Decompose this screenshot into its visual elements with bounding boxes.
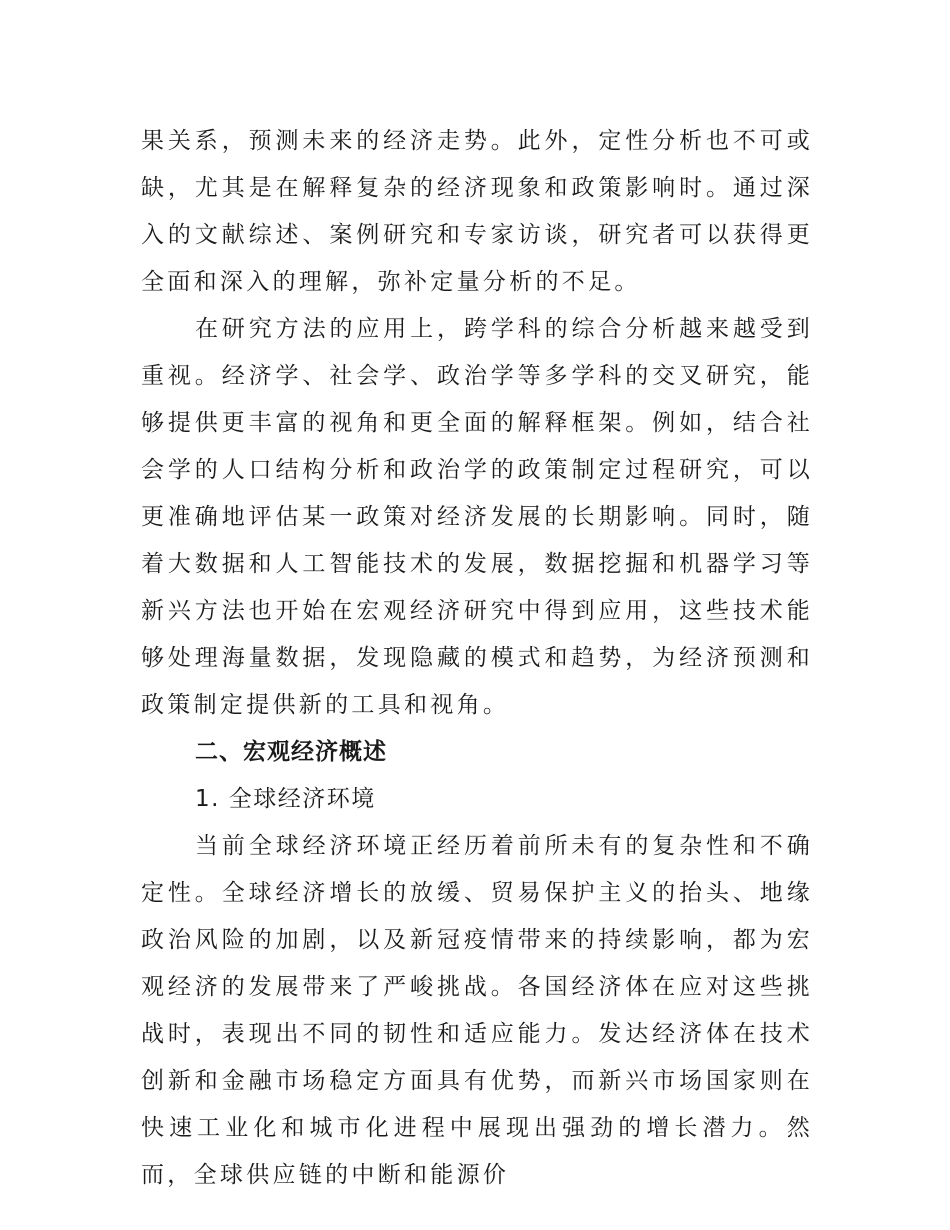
paragraph-research-methods: 在研究方法的应用上，跨学科的综合分析越来越受到重视。经济学、社会学、政治学等多学科的交叉研究，能够提供更丰富的视角和更全面的解释框架。例如，结合社会学的人口结构分析和政治学的政策制定过程研究，可以更准确地评估某一政策对经济发展的长期影响。同时，随着大数据和人工智能技术的发展，数据挖掘和机器学习等新兴方法也开始在宏观经济研究中得到应用，这些技术能够处理海量数据，发现隐藏的模式和趋势，为经济预测和政策制定提供新的工具和视角。: [141, 316, 813, 718]
section-heading: 二、宏观经济概述: [195, 739, 387, 765]
subsection-heading: 1. 全球经济环境: [195, 786, 376, 812]
document-body: [141, 118, 813, 1199]
paragraph-global-economy: 当前全球经济环境正经历着前所未有的复杂性和不确定性。全球经济增长的放缓、贸易保护主义的抬头、地缘政治风险的加剧，以及新冠疫情带来的持续影响，都为宏观经济的发展带来了严峻挑战。各国经济体在应对这些挑战时，表现出不同的韧性和适应能力。发达经济体在技术创新和金融市场稳定方面具有优势，而新兴市场国家则在快速工业化和城市化进程中展现出强劲的增长潜力。然而，全球供应链的中断和能源价: [141, 833, 813, 1188]
paragraph-continuation: 果关系，预测未来的经济走势。此外，定性分析也不可或缺，尤其是在解释复杂的经济现象和政策影响时。通过深入的文献综述、案例研究和专家访谈，研究者可以获得更全面和深入的理解，弥补定量分析的不足。: [141, 128, 813, 295]
